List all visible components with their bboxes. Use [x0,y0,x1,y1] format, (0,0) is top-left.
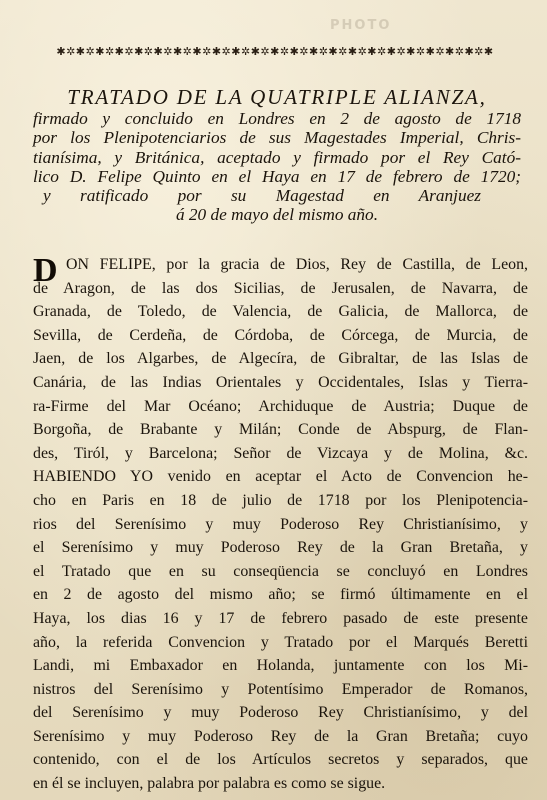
body-line: Borgoña, de Brabante y Milán; Conde de Abspurg, de Flan- [33,421,528,439]
body-line: año, la referida Convencion y Tratado por el Marqués Beretti [33,633,528,651]
body-line: cho en Paris en 18 de julio de 1718 por los Plenipotencia- [33,491,528,509]
body-line: de Aragon, de las dos Sicilias, de Jerusalen, de Navarra, de [33,279,528,297]
treaty-body [33,253,528,796]
body-line: Haya, los dias 16 y 17 de febrero pasado de este presente [33,609,528,627]
title-line: lico D. Felipe Quinto en el Haya en 17 de febrero de 1720; [33,166,521,186]
body-line: ra-Firme del Mar Océano; Archiduque de Austria; Duque de [33,397,528,415]
habiendo-rest: venido en aceptar el Acto de Convencion he- [153,468,529,486]
treaty-title: TRATADO DE LA QUATRIPLE ALIANZA, [67,85,487,109]
body-line: Jaen, de los Algarbes, de Algecíra, de Gibraltar, de las Islas de [33,350,528,368]
body-line: Canária, de las Indias Orientales y Occidentales, Islas y Tierra- [33,373,528,391]
title-line: por los Plenipotenciarios de sus Magestades Imperial, Chris- [33,128,521,148]
body-line: Granada, de Toledo, de Valencia, de Galicia, de Mallorca, de [33,303,528,321]
body-line: rios del Serenísimo y muy Poderoso Rey Christianísimo, y [33,515,528,533]
body-line: en él se incluyen, palabra por palabra es como se sigue. [33,775,386,793]
body-line: nistros del Serenísimo y Potentísimo Emperador de Romanos, [33,680,528,698]
body-line: Sevilla, de Cerdeña, de Córdoba, de Córcega, de Murcia, de [33,326,528,344]
body-line: contenido, con el de los Artículos secretos y separados, que [33,751,528,769]
treaty-title-block [33,85,521,225]
habiendo-smallcaps: HABIENDO YO [33,468,154,486]
title-line: y ratificado por su Magestad en Aranjuez [43,186,481,206]
body-line: en 2 de agosto del mismo año; se firmó últimamente en el [33,586,528,604]
opening-rest: , por la gracia de Dios, Rey de Castilla, de Leon, [151,256,528,273]
drop-cap: D [33,252,58,289]
title-line: firmado y concluido en Londres en 2 de agosto de 1718 [33,109,521,128]
opening-smallcaps: ON FELIPE [66,256,152,273]
ornamental-border: ✱✲✱✲✱✲✱✲✱✲✱✲✱✲✱✲✱✲✱✲✱✲✱✲✱✲✱✲✱✲✱✲✱✲✱✲✱✲✱✲✱✲✱✲✱ [56,45,494,58]
title-line: á 20 de mayo del mismo año. [175,205,379,225]
body-line: Landi, mi Embaxador en Holanda, juntamente con los Mi- [33,657,528,675]
body-line: el Tratado que en su conseqüencia se concluyó en Londres [33,562,528,580]
body-line: Serenísimo y muy Poderoso Rey de la Gran Bretaña; cuyo [33,727,528,745]
habiendo-line [33,465,528,489]
opening-line-text [66,253,528,277]
body-line: el Serenísimo y muy Poderoso Rey de la Gran Bretaña, y [33,539,528,557]
body-line: des, Tiról, y Barcelona; Señor de Vizcaya y de Molina, &c. [33,444,528,462]
watermark: PHOTO [330,18,392,33]
body-line: del Serenísimo y muy Poderoso Rey Christianísimo, y del [33,704,528,722]
title-line: tianísima, y Británica, aceptado y firmado por el Rey Cató- [33,147,521,167]
